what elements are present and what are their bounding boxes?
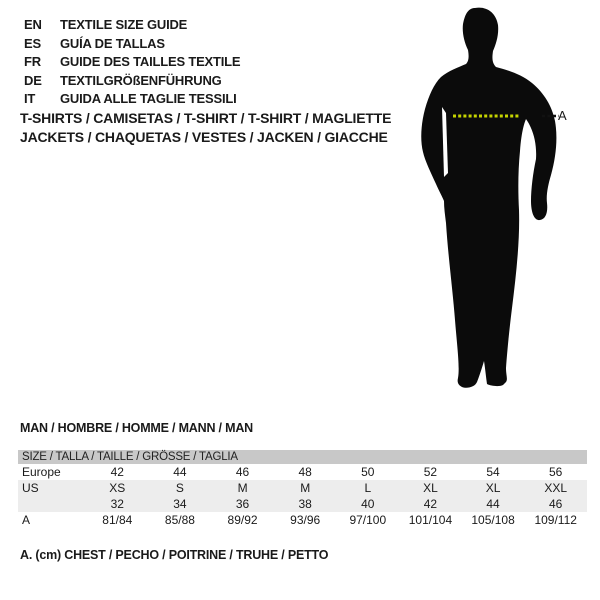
size-cell: 85/88 (164, 513, 195, 527)
man-silhouette (415, 5, 565, 390)
language-label: GUIDE DES TAILLES TEXTILE (60, 54, 241, 69)
category-block (20, 109, 391, 147)
size-cell: XL (423, 481, 438, 495)
size-cell: 40 (361, 497, 375, 511)
measurement-footnote: A. (cm) CHEST / PECHO / POITRINE / TRUHE / PETTO (20, 548, 329, 562)
language-code: FR (24, 54, 41, 69)
size-cell: 54 (486, 465, 500, 479)
table-row-europe (18, 464, 587, 480)
size-cell: 81/84 (102, 513, 133, 527)
language-row (24, 90, 240, 109)
size-cell: 42 (423, 497, 438, 511)
size-cell: M (237, 481, 248, 495)
table-row-us (18, 480, 587, 496)
row-label: US (22, 481, 39, 495)
table-row-uk (18, 496, 587, 512)
language-row (24, 16, 240, 35)
size-cell: 52 (423, 465, 438, 479)
size-table (18, 450, 587, 528)
size-cell: 97/100 (349, 513, 387, 527)
language-code: EN (24, 17, 42, 32)
language-code: DE (24, 72, 42, 88)
size-cell: L (364, 481, 372, 495)
size-cell: S (175, 481, 184, 495)
man-silhouette-body (421, 8, 556, 388)
language-code: ES (24, 35, 41, 51)
category-line-tshirts: T-SHIRTS / CAMISETAS / T-SHIRT / T-SHIRT / MAGLIETTE (20, 110, 392, 126)
size-cell: XS (109, 481, 126, 495)
size-cell: 46 (549, 497, 563, 511)
section-title-man: MAN / HOMBRE / HOMME / MANN / MAN (20, 421, 253, 435)
category-line-jackets: JACKETS / CHAQUETAS / VESTES / JACKEN / GIACCHE (20, 129, 388, 145)
size-cell: 46 (235, 465, 250, 479)
size-cell: 44 (173, 465, 187, 479)
size-cell: 32 (110, 497, 124, 511)
language-row (24, 53, 240, 72)
size-cell: 93/96 (290, 513, 321, 527)
size-cell: 109/112 (534, 513, 577, 527)
language-label: GUÍA DE TALLAS (60, 35, 165, 51)
size-cell: XL (485, 481, 501, 495)
language-list (24, 16, 240, 109)
size-cell: 38 (298, 497, 312, 511)
size-cell: 34 (173, 497, 187, 511)
chest-marker-label: A (558, 108, 567, 123)
row-label: A (22, 513, 31, 527)
size-cell: M (300, 481, 311, 495)
size-cell: 36 (235, 497, 250, 511)
size-table-header: SIZE / TALLA / TAILLE / GRÖSSE / TAGLIA (18, 450, 587, 464)
size-cell: 101/104 (408, 513, 453, 527)
row-label: Europe (22, 465, 61, 479)
size-cell: XXL (544, 481, 568, 495)
table-row-chest (18, 512, 587, 528)
size-cell: 105/108 (471, 513, 515, 527)
size-cell: 48 (298, 465, 312, 479)
language-code: IT (24, 91, 36, 106)
language-label: GUIDA ALLE TAGLIE TESSILI (60, 91, 237, 106)
language-label: TEXTILE SIZE GUIDE (60, 17, 188, 32)
size-cell: 42 (110, 465, 124, 479)
man-silhouette-svg (415, 5, 565, 390)
size-cell: 56 (549, 465, 563, 479)
language-label: TEXTILGRÖßENFÜHRUNG (60, 72, 222, 88)
language-row (24, 35, 240, 54)
size-cell: 44 (486, 497, 500, 511)
size-cell: 50 (361, 465, 375, 479)
size-cell: 89/92 (227, 513, 258, 527)
row-label (18, 496, 86, 512)
language-row (24, 72, 240, 91)
